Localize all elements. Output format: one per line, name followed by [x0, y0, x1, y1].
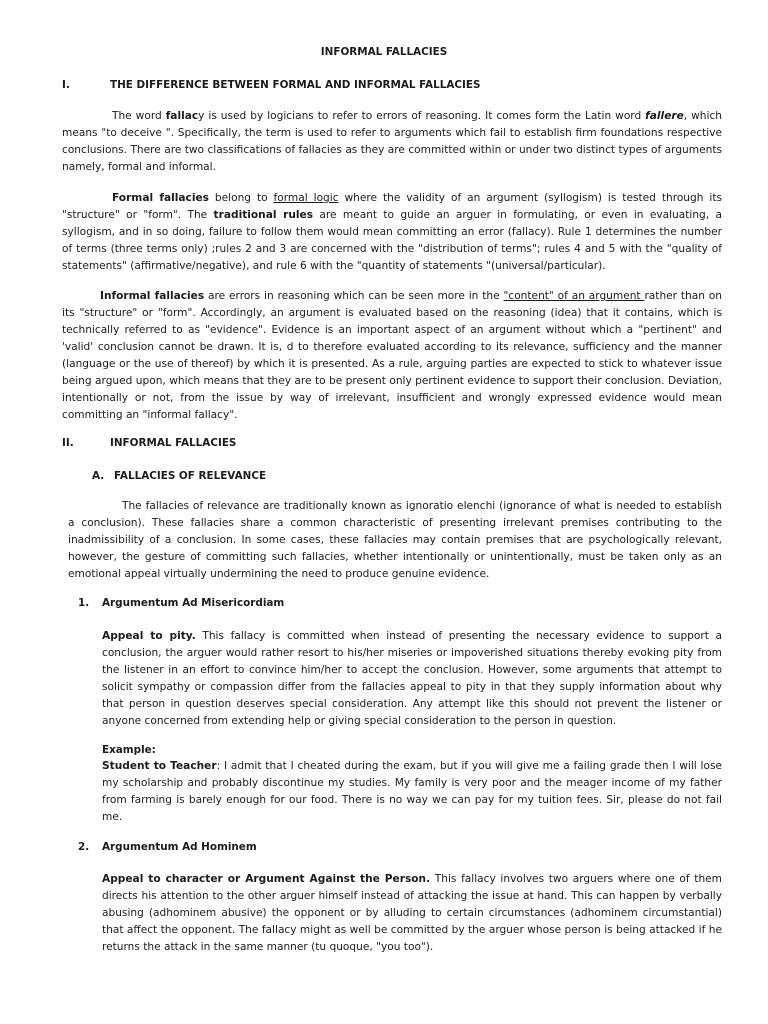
text-run: where the validity of an argument (syllogism) is tested through its "structure" or "form". The [62, 192, 723, 221]
section-2-number: II. [62, 437, 74, 449]
term-formal-fallacies: Formal fallacies [112, 192, 209, 204]
term-formal-logic: formal logic [273, 192, 339, 204]
section-2-heading [62, 435, 722, 452]
appeal-to-pity-paragraph [102, 628, 722, 730]
text-run: are meant to guide an arguer in formulating, or even in evaluating, a syllogism, and in so doing, failure to follow them would mean committing an error (fallacy). Rule 1 determines the number of terms (three terms only) ;rules 2 and 3 are concerned with the "distribution of terms"; rules 4 and 5 with the "quality of statements" (affirmative/negative), and rule 6 with the "quantity of statements "(universal/particular). [62, 209, 722, 272]
text-run: y is used by logicians to refer to errors of reasoning. It comes form the Latin word [198, 110, 646, 122]
subsection-a-heading [92, 468, 752, 485]
text-run: This fallacy is committed when instead of presenting the necessary evidence to support a conclusion, the arguer would rather resort to his/her miseries or impoverished situations thereby evoking pity from the listener in an effort to convince him/her to accept the conclusion. However, some arguments that attempt to solicit sympathy or compassion differ from the fallacies appeal to pity in that they supply information about why that person in question deserves special consideration. Any attempt like this should not prevent the listener or anyone concerned from extending help or giving special consideration to the person in question. [102, 630, 722, 727]
text-run: The word [112, 110, 166, 122]
intro-paragraph [62, 108, 722, 176]
subsection-a-letter: A. [92, 470, 105, 482]
term-fallere: fallere [645, 110, 684, 122]
informal-fallacies-paragraph [62, 288, 722, 424]
term-informal-fallacies: Informal fallacies [100, 290, 205, 302]
example-label: Example: [102, 744, 156, 756]
term-appeal-to-pity: Appeal to pity. [102, 630, 196, 642]
text-run: rather than on its "structure" or "form". Accordingly, an argument is evaluated based on the reasoning (idea) that it contains, which is technically referred to as "evidence". Evidence is an important aspect of an argument without which a "pertinent" and 'valid' conclusion cannot be drawn. It is, d to therefore evaluated according to its relevance, sufficiency and the manner (language or the use of thereof) by which it is presented. As a rule, arguing parties are expected to stick to whatever issue being argued upon, which means that they are to be present only pertinent evidence to support their conclusion. Deviation, intentionally or not, from the issue by way of irrelevant, insufficient and wrongly expressed evidence would mean committing an "informal fallacy". [62, 290, 723, 421]
formal-fallacies-paragraph [62, 190, 722, 275]
text-run: This fallacy involves two arguers where one of them directs his attention to the other arguer himself instead of attacking the issue at hand. This can happen by verbally abusing (adhominem abusive) the opponent or by alluding to certain circumstances (adhominem circumstantial) that affect the opponent. The fallacy might as well be committed by the arguer whose person is being attacked if he returns the attack in the same manner (tu quoque, "you too"). [102, 873, 723, 953]
text-run: are errors in reasoning which can be seen more in the [204, 290, 504, 302]
term-appeal-to-character: Appeal to character or Argument Against the Person. [102, 873, 431, 885]
relevance-paragraph: The fallacies of relevance are traditionally known as ignoratio elenchi (ignorance of what is needed to establish a conclusion). These fallacies share a common characteristic of presenting irrelevant premises contributing to the inadmissibility of a conclusion. In some cases, these fallacies may contain premises that are psychologically relevant, however, the gesture of committing such fallacies, whether intentionally or unintentionally, must be taken only as an emotional appeal virtually undermining the need to produce genuine evidence. [68, 500, 722, 580]
section-2-title: INFORMAL FALLACIES [110, 437, 237, 449]
item-1-number: 1. [78, 597, 90, 609]
text-run: : I admit that I cheated during the exam, but if you will give me a failing grade then I will lose my scholarship and probably discontinue my studies. My family is very poor and the meager income of my father from farming is barely enough for our food. There is no way we can pay for my tuition fees. Sir, please do not fail me. [102, 760, 722, 823]
item-1-heading [78, 595, 738, 612]
item-2-number: 2. [78, 841, 90, 853]
example-speaker: Student to Teacher [102, 760, 217, 772]
text-run: belong to [208, 192, 274, 204]
document-title: INFORMAL FALLACIES [320, 46, 448, 58]
ad-hominem-paragraph [102, 871, 722, 956]
term-traditional-rules: traditional rules [213, 209, 314, 221]
subsection-a-title: FALLACIES OF RELEVANCE [114, 470, 267, 482]
section-1-heading [62, 77, 722, 94]
term-fallacy: fallac [165, 110, 199, 122]
item-2-heading [78, 839, 738, 856]
item-2-title: Argumentum Ad Hominem [102, 841, 257, 853]
section-1-title: THE DIFFERENCE BETWEEN FORMAL AND INFORMAL FALLACIES [110, 79, 481, 91]
text-run: , which means "to deceive ". Specifically, the term is used to refer to arguments which fail to establish firm foundations respective conclusions. There are two classifications of fallacies as they are committed within or under two distinct types of arguments namely, formal and informal. [62, 110, 722, 173]
item-1-title: Argumentum Ad Misericordiam [102, 597, 285, 609]
section-1-number: I. [62, 79, 70, 91]
example-paragraph [102, 758, 722, 826]
term-content-of-argument: "content" of an argument [503, 290, 645, 302]
